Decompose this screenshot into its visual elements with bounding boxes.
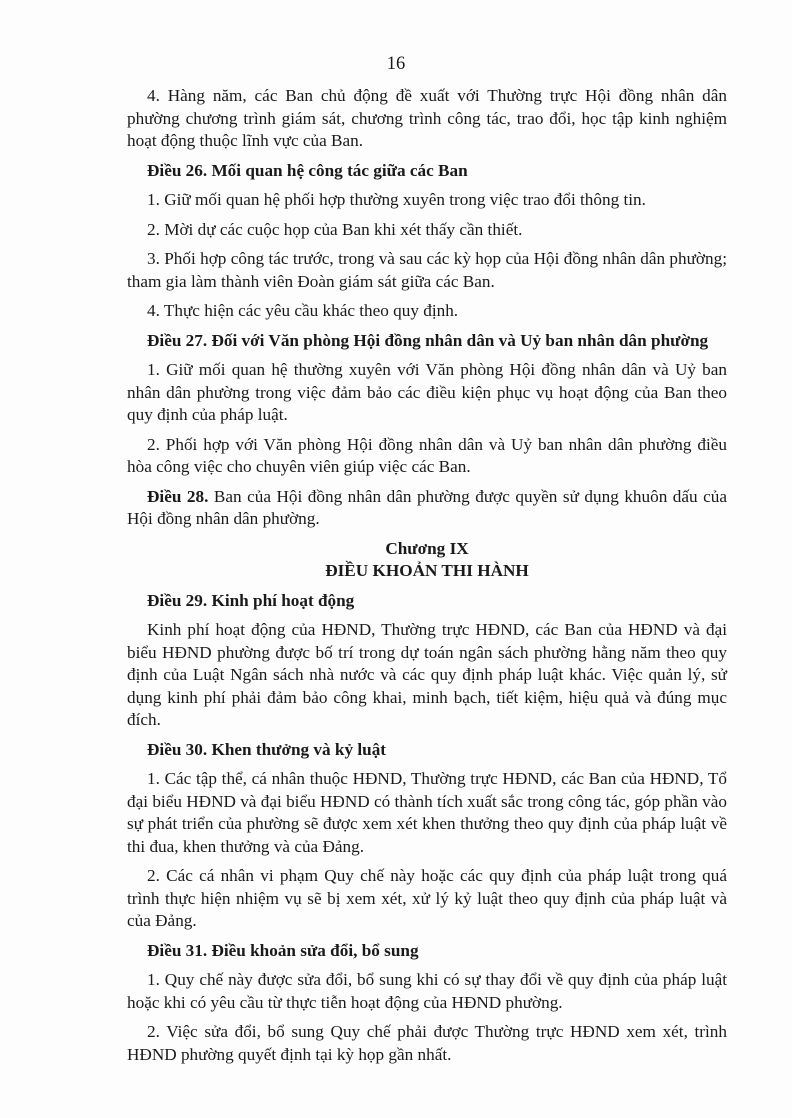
article-26-clause-1: 1. Giữ mối quan hệ phối hợp thường xuyên trong việc trao đổi thông tin.: [147, 190, 646, 209]
article-31-clause-2: 2. Việc sửa đổi, bổ sung Quy chế phải được Thường trực HĐND xem xét, trình HĐND phường quyết định tại kỳ họp gần nhất.: [127, 1022, 727, 1064]
article-27-heading: Điều 27. Đối với Văn phòng Hội đồng nhân dân và Uỷ ban nhân dân phường: [147, 330, 709, 350]
article-31-clause-1: 1. Quy chế này được sửa đổi, bổ sung khi có sự thay đổi về quy định của pháp luật hoặc khi có yêu cầu từ thực tiễn hoạt động của HĐND phường.: [127, 970, 727, 1012]
article-27-clause-1: 1. Giữ mối quan hệ thường xuyên với Văn phòng Hội đồng nhân dân và Uỷ ban nhân dân phường trong việc đảm bảo các điều kiện phục vụ hoạt động của Ban theo quy định của pháp luật.: [127, 360, 727, 424]
chapter-label: Chương IX: [385, 538, 469, 558]
article-28-text: Ban của Hội đồng nhân dân phường được quyền sử dụng khuôn dấu của Hội đồng nhân dân phường.: [127, 486, 727, 528]
article-28-label: Điều 28.: [147, 486, 209, 506]
article-30-heading: Điều 30. Khen thưởng và kỷ luật: [147, 739, 387, 759]
article-30-clause-1: 1. Các tập thể, cá nhân thuộc HĐND, Thường trực HĐND, các Ban của HĐND, Tổ đại biểu HĐND và đại biểu HĐND có thành tích xuất sắc trong công tác, góp phần vào sự phát triển của phường sẽ được xem xét khen thưởng theo quy định của pháp luật về thi đua, khen thưởng và của Đảng.: [127, 769, 727, 856]
chapter-title: ĐIỀU KHOẢN THI HÀNH: [325, 561, 529, 580]
article-29-heading: Điều 29. Kinh phí hoạt động: [147, 590, 355, 610]
page-number: 16: [386, 54, 406, 74]
article-26-clause-4: 4. Thực hiện các yêu cầu khác theo quy định.: [147, 301, 459, 320]
article-28: [127, 486, 727, 531]
article-30-clause-2: 2. Các cá nhân vi phạm Quy chế này hoặc các quy định của pháp luật trong quá trình thực hiện nhiệm vụ sẽ bị xem xét, xử lý kỷ luật theo quy định của pháp luật và của Đảng.: [127, 866, 727, 930]
paragraph-intro-4: 4. Hàng năm, các Ban chủ động đề xuất với Thường trực Hội đồng nhân dân phường chương trình giám sát, chương trình công tác, trao đổi, học tập kinh nghiệm hoạt động thuộc lĩnh vực của Ban.: [127, 86, 727, 150]
article-29-text: Kinh phí hoạt động của HĐND, Thường trực HĐND, các Ban của HĐND và đại biểu HĐND phường được bố trí trong dự toán ngân sách phường hằng năm theo quy định của Luật Ngân sách nhà nước và các quy định pháp luật khác. Việc quản lý, sử dụng kinh phí phải đảm bảo công khai, minh bạch, tiết kiệm, hiệu quả và đúng mục đích.: [127, 620, 727, 729]
document-body: [127, 85, 727, 1073]
article-31-heading: Điều 31. Điều khoản sửa đổi, bổ sung: [147, 940, 419, 960]
article-27-clause-2: 2. Phối hợp với Văn phòng Hội đồng nhân dân và Uỷ ban nhân dân phường điều hòa công việc cho chuyên viên giúp việc các Ban.: [127, 434, 727, 476]
article-26-clause-3: 3. Phối hợp công tác trước, trong và sau các kỳ họp của Hội đồng nhân dân phường; tham gia làm thành viên Đoàn giám sát giữa các Ban.: [127, 249, 727, 291]
article-26-heading: Điều 26. Mối quan hệ công tác giữa các Ban: [147, 160, 468, 180]
article-26-clause-2: 2. Mời dự các cuộc họp của Ban khi xét thấy cần thiết.: [147, 219, 523, 239]
